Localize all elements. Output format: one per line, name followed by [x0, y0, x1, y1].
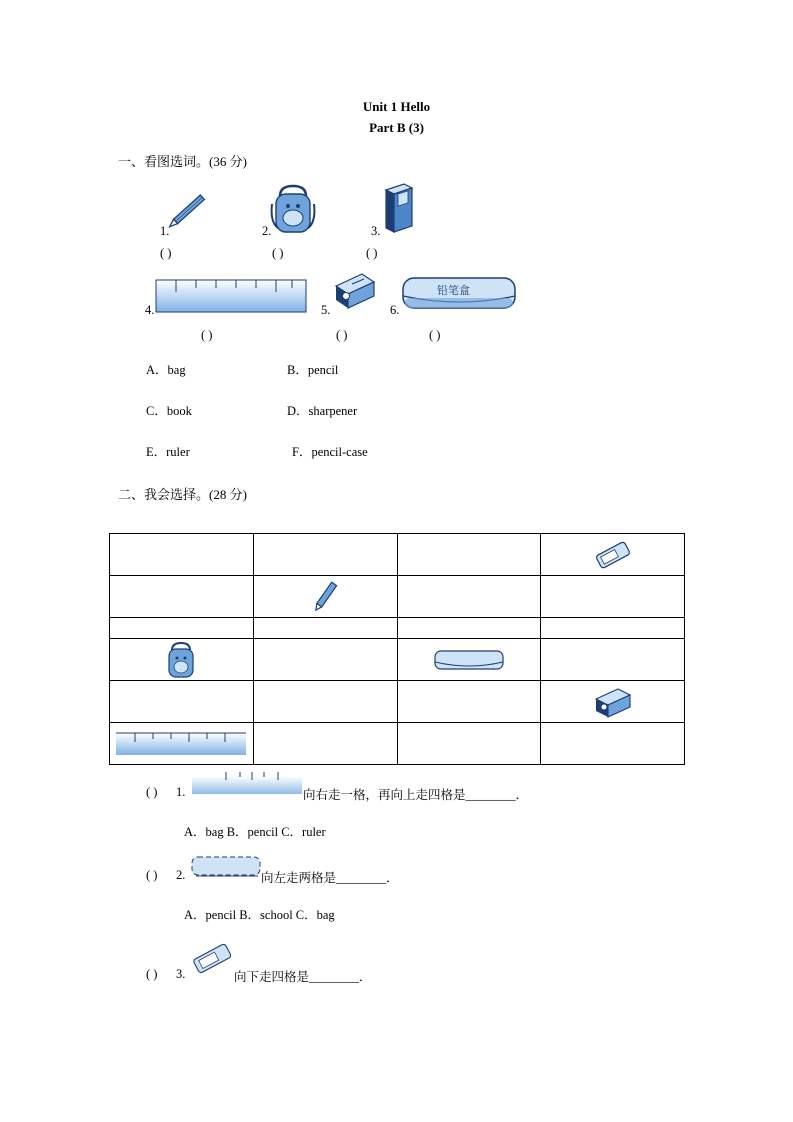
question-2-blank[interactable]: ( ): [146, 868, 158, 882]
grid-cell: [397, 534, 541, 576]
grid-cell: [253, 723, 397, 765]
question-3-number: 3.: [176, 967, 186, 981]
question-2-text: 向左走两格是________．: [261, 871, 399, 885]
item-5-number: 5.: [321, 303, 331, 317]
grid-cell: [110, 534, 254, 576]
grid-cell: [541, 723, 685, 765]
unit-title: Unit 1 Hello: [362, 99, 431, 114]
question-3-text: 向下走四格是________．: [234, 970, 372, 984]
item-1-number: 1.: [160, 224, 170, 238]
pencil-icon: [166, 188, 206, 236]
option-b: B．pencil: [287, 363, 339, 377]
question-1-blank[interactable]: ( ): [146, 785, 158, 799]
grid-cell: [253, 639, 397, 681]
question-2-number: 2.: [176, 868, 186, 882]
pencil-case-label: 铅笔盒: [437, 284, 470, 297]
grid-cell-eraser: [541, 534, 685, 576]
grid-cell: [397, 618, 541, 639]
book-icon: [380, 182, 416, 234]
grid-cell: [541, 618, 685, 639]
question-1-text: 向右走一格，再向上走四格是________．: [303, 788, 529, 802]
item-3-number: 3.: [371, 224, 381, 238]
option-a: A．bag: [146, 363, 186, 377]
ruler-icon: [154, 278, 308, 314]
question-2-options: A．pencil B．school C．bag: [184, 908, 335, 922]
eraser-icon: [593, 538, 633, 572]
part-title: Part B (3): [369, 120, 424, 135]
item-6-blank[interactable]: ( ): [429, 328, 441, 342]
grid-cell: [253, 618, 397, 639]
option-d: D．sharpener: [287, 404, 358, 418]
grid-cell-bag: [110, 639, 254, 681]
item-3-blank[interactable]: ( ): [366, 246, 378, 260]
section1-title: 一、看图选词。(36 分): [118, 154, 247, 169]
grid-cell: [110, 618, 254, 639]
backpack-icon: [164, 640, 198, 680]
grid-cell-ruler: [110, 723, 254, 765]
grid-cell: [110, 576, 254, 618]
pencil-icon: [310, 579, 340, 615]
grid-cell-pencil: [253, 576, 397, 618]
option-e: E．ruler: [146, 445, 190, 459]
ruler-icon: [192, 772, 302, 796]
pencil-case-icon: [433, 647, 505, 673]
item-5-blank[interactable]: ( ): [336, 328, 348, 342]
grid-cell: [397, 681, 541, 723]
grid-cell-sharpener: [541, 681, 685, 723]
grid-cell: [253, 534, 397, 576]
item-4-number: 4.: [145, 303, 155, 317]
eraser-icon: [190, 940, 234, 976]
item-4-blank[interactable]: ( ): [201, 328, 213, 342]
grid-cell: [541, 639, 685, 681]
grid-cell: [110, 681, 254, 723]
map-grid: [109, 533, 685, 765]
grid-cell: [541, 576, 685, 618]
grid-cell-pencil-case: [397, 639, 541, 681]
grid-cell: [397, 576, 541, 618]
grid-cell: [253, 681, 397, 723]
item-6-number: 6.: [390, 303, 400, 317]
sharpener-icon: [332, 270, 378, 310]
section2-title: 二、我会选择。(28 分): [118, 487, 247, 502]
grid-cell: [397, 723, 541, 765]
question-1-options: A．bag B．pencil C．ruler: [184, 825, 326, 839]
ruler-icon: [115, 729, 247, 759]
item-2-number: 2.: [262, 224, 272, 238]
item-1-blank[interactable]: ( ): [160, 246, 172, 260]
sharpener-icon: [592, 685, 634, 719]
pencil-case-icon: [190, 854, 262, 880]
item-2-blank[interactable]: ( ): [272, 246, 284, 260]
question-3-blank[interactable]: ( ): [146, 967, 158, 981]
backpack-icon: [270, 182, 316, 236]
option-c: C．book: [146, 404, 192, 418]
option-f: F．pencil-case: [292, 445, 368, 459]
question-1-number: 1.: [176, 785, 186, 799]
